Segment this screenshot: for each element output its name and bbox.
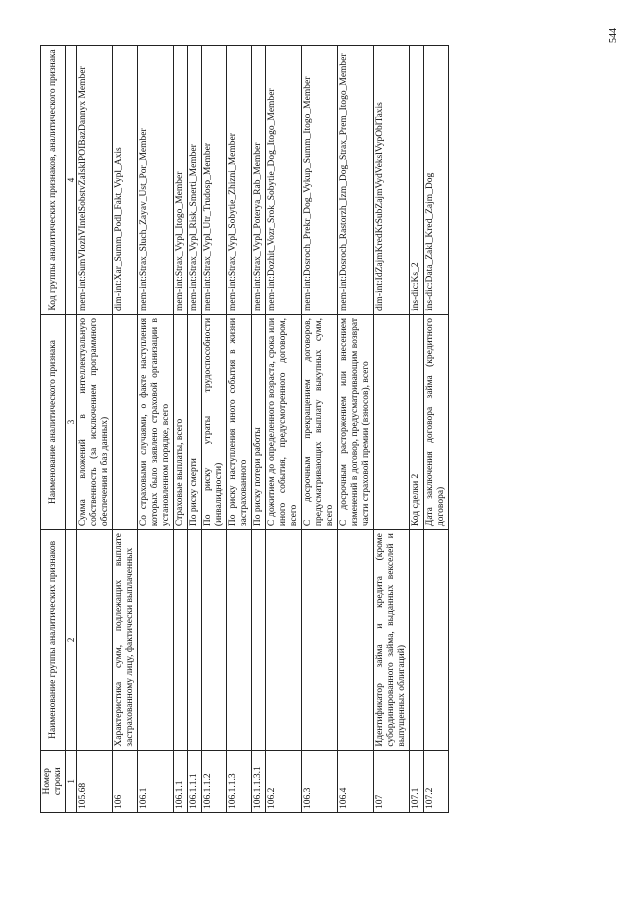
table-row <box>424 46 449 813</box>
table-row <box>302 46 338 813</box>
page-number: 544 <box>608 28 619 43</box>
attribute-code: ins-dic:Data_Zakl_Kred_Zajm_Dog <box>424 46 449 315</box>
group-name <box>202 530 227 751</box>
row-number: 106.2 <box>266 750 302 812</box>
attribute-code: dim-int:Xar_Summ_Podl_Fakt_Vypl_Axis <box>113 46 138 315</box>
row-number: 106.1.1.2 <box>202 750 227 812</box>
attribute-name: Со страховыми случаями, о факте наступления которых было заявлено страховой организации в установленном порядке, всего <box>138 314 174 529</box>
group-name <box>77 530 113 751</box>
row-number: 106.4 <box>338 750 374 812</box>
attribute-code: mem-int:Strax_Vypl_Itogo_Member <box>174 46 188 315</box>
attributes-table <box>40 45 449 813</box>
attribute-code: mem-int:Strax_Sluch_Zayav_Ust_Por_Member <box>138 46 174 315</box>
attribute-name <box>113 314 138 529</box>
attribute-code: mem-int:SumVlozhVIntelSobstvZaIsklPOIBazDannyx Member <box>77 46 113 315</box>
row-number: 105.68 <box>77 750 113 812</box>
header-group-name: Наименование группы аналитических признаков <box>41 530 66 751</box>
attribute-name: Страховые выплаты, всего <box>174 314 188 529</box>
attribute-code: mem-int:Dosroch_Rastorzh_Izm_Dog_Strax_Prem_Itogo_Member <box>338 46 374 315</box>
group-name <box>338 530 374 751</box>
attribute-name: По риску потери работы <box>252 314 266 529</box>
column-number: 1 <box>66 750 77 812</box>
group-name: Идентификатор займа и кредита (кроме субординированного займа, выданных векселей и выпущенных облигаций) <box>374 530 410 751</box>
column-number-row <box>66 46 77 813</box>
table-row <box>174 46 188 813</box>
row-number: 107.1 <box>410 750 424 812</box>
attribute-code: dim-int:IdZajmKredKrSubZajmVydVekslVypOblTaxis <box>374 46 410 315</box>
attribute-name: Сумма вложений в интеллектуальную собственность (за исключением программного обеспечения и баз данных) <box>77 314 113 529</box>
group-name <box>424 530 449 751</box>
table-row <box>227 46 252 813</box>
group-name: Характеристика сумм, подлежащих выплате застрахованному лицу, фактически выплаченных <box>113 530 138 751</box>
header-row <box>41 46 66 813</box>
row-number: 106.1.1.1 <box>188 750 202 812</box>
row-number: 107.2 <box>424 750 449 812</box>
attribute-name: По риску смерти <box>188 314 202 529</box>
table-row <box>138 46 174 813</box>
table-row <box>374 46 410 813</box>
group-name <box>188 530 202 751</box>
attribute-code: mem-int:Dozhit_Vozr_Srok_Sobytie_Dog_Itogo_Member <box>266 46 302 315</box>
attribute-name: По риску утраты трудоспособности (инвалидности) <box>202 314 227 529</box>
table-row <box>266 46 302 813</box>
attribute-name: Код сделки 2 <box>410 314 424 529</box>
table-row <box>113 46 138 813</box>
header-row-number: Номер строки <box>41 750 66 812</box>
row-number: 106.1.1.3.1 <box>252 750 266 812</box>
group-name <box>138 530 174 751</box>
row-number: 107 <box>374 750 410 812</box>
attribute-code: ins-dic:Ks_2 <box>410 46 424 315</box>
header-code: Код группы аналитических признаков, аналитического признака <box>41 46 66 315</box>
attribute-code: mem-int:Strax_Vypl_Sobytie_Zhizni_Member <box>227 46 252 315</box>
group-name <box>174 530 188 751</box>
column-number: 4 <box>66 46 77 315</box>
attribute-name: Дата заключения договора займа (кредитного договора) <box>424 314 449 529</box>
attribute-name: С досрочным расторжением или внесением изменений в договор, предусматривающим возврат части страховой премии (взносов), всего <box>338 314 374 529</box>
attribute-name: С досрочным прекращением договоров, предусматривающих выплату выкупных сумм, всего <box>302 314 338 529</box>
group-name <box>266 530 302 751</box>
attribute-code: mem-int:Strax_Vypl_Risk_Smerti_Member <box>188 46 202 315</box>
table-row <box>77 46 113 813</box>
table-row <box>188 46 202 813</box>
column-number: 3 <box>66 314 77 529</box>
group-name <box>410 530 424 751</box>
group-name <box>302 530 338 751</box>
attribute-code: mem-int:Strax_Vypl_Utr_Trudosp_Member <box>202 46 227 315</box>
row-number: 106.1 <box>138 750 174 812</box>
table-row <box>202 46 227 813</box>
attribute-name <box>374 314 410 529</box>
group-name <box>252 530 266 751</box>
attribute-code: mem-int:Strax_Vypl_Poterya_Rab_Member <box>252 46 266 315</box>
attribute-name: С дожитием до определенного возраста, срока или иного события, предусмотренного договором, всего <box>266 314 302 529</box>
table-row <box>338 46 374 813</box>
table-row <box>252 46 266 813</box>
row-number: 106.1.1 <box>174 750 188 812</box>
row-number: 106.3 <box>302 750 338 812</box>
row-number: 106.1.1.3 <box>227 750 252 812</box>
column-number: 2 <box>66 530 77 751</box>
attribute-name: По риску наступления иного события в жизни застрахованного <box>227 314 252 529</box>
table-row <box>410 46 424 813</box>
attribute-code: mem-int:Dosroch_Prekr_Dog_Vykup_Summ_Itogo_Member <box>302 46 338 315</box>
row-number: 106 <box>113 750 138 812</box>
group-name <box>227 530 252 751</box>
header-attribute-name: Наименование аналитического признака <box>41 314 66 529</box>
